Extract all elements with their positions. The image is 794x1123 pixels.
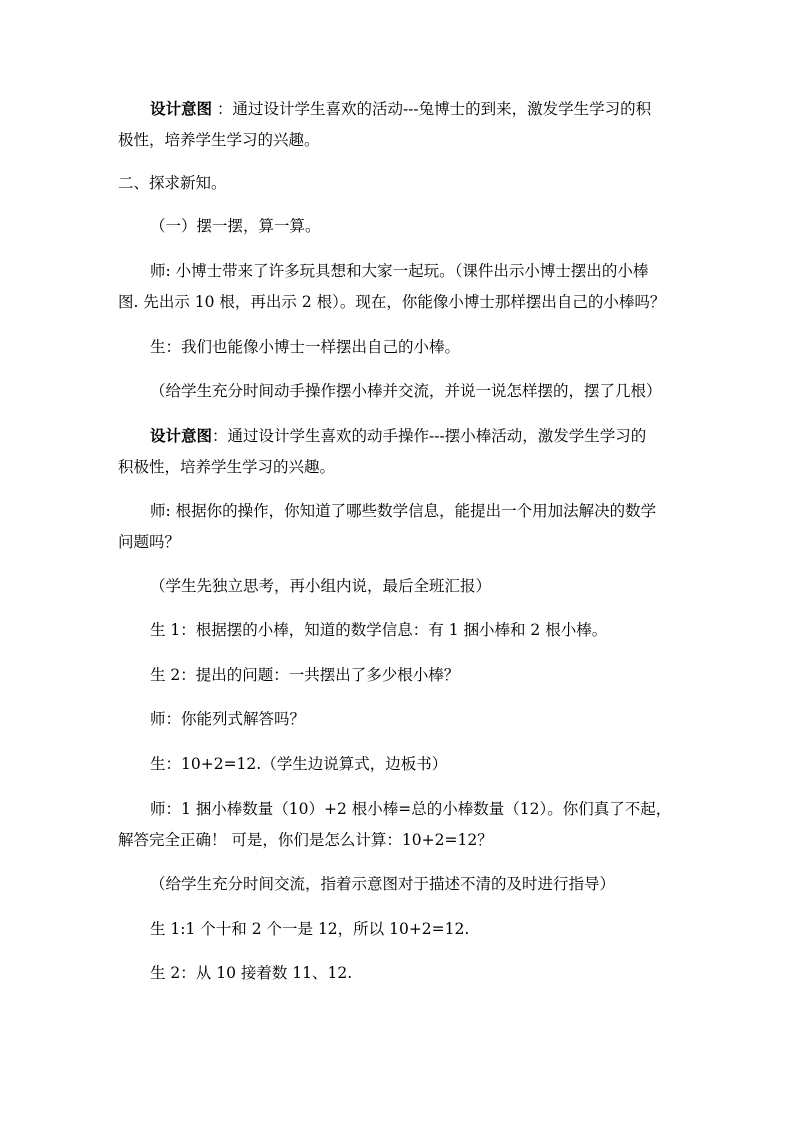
student-paragraph-5 — [118, 914, 678, 945]
teacher-paragraph-3 — [118, 704, 678, 735]
design-intent-paragraph-1 — [118, 93, 678, 156]
subsection-heading-text: （一）摆一摆，算一算。 — [150, 217, 321, 235]
instruction-note-3 — [118, 869, 678, 900]
paragraph-line: 生 2：从 10 接着数 11、12. — [150, 964, 353, 982]
student-paragraph-4 — [118, 749, 678, 780]
design-intent-label: 设计意图 — [150, 426, 213, 445]
section-heading-text: 二、探求新知。 — [118, 174, 227, 192]
paragraph-line: 问题吗？ — [118, 533, 181, 551]
student-paragraph-1 — [118, 332, 678, 363]
subsection-heading — [118, 211, 678, 242]
paragraph-line: 图. 先出示 10 根，再出示 2 根）。现在，你能像小博士那样摆出自己的小棒吗？ — [118, 293, 666, 311]
paragraph-line: 师: 根据你的操作，你知道了哪些数学信息，能提出一个用加法解决的数学 — [150, 502, 657, 520]
paragraph-line: （学生先独立思考，再小组内说，最后全班汇报） — [150, 577, 492, 595]
student-paragraph-2 — [118, 615, 678, 646]
student-paragraph-3 — [118, 660, 678, 691]
paragraph-line: 生 1：根据摆的小棒，知道的数学信息：有 1 捆小棒和 2 根小棒。 — [150, 621, 608, 639]
paragraph-line: 生 1:1 个十和 2 个一是 12，所以 10+2=12. — [150, 920, 470, 938]
paragraph-line: 师: 小博士带来了许多玩具想和大家一起玩。（课件出示小博士摆出的小棒 — [150, 262, 649, 280]
instruction-note-1 — [118, 376, 678, 407]
paragraph-line: 解答完全正确！ 可是，你们是怎么计算：10+2=12？ — [118, 831, 493, 849]
student-paragraph-6 — [118, 958, 678, 989]
design-intent-paragraph-2 — [118, 420, 678, 483]
instruction-note-2 — [118, 571, 678, 602]
paragraph-line: 积极性，培养学生学习的兴趣。 — [118, 458, 336, 476]
design-intent-label: 设计意图 — [150, 99, 213, 118]
paragraph-text: ：通过设计学生喜欢的动手操作---摆小棒活动，激发学生学习的 — [212, 427, 647, 445]
paragraph-line: 极性，培养学生学习的兴趣。 — [118, 131, 320, 149]
paragraph-line: （给学生充分时间交流，指着示意图对于描述不清的及时进行指导） — [150, 875, 616, 893]
paragraph-line: 生 2：提出的问题：一共摆出了多少根小棒？ — [150, 666, 460, 684]
paragraph-line: 生：我们也能像小博士一样摆出自己的小棒。 — [150, 338, 461, 356]
paragraph-line — [150, 93, 678, 125]
teacher-paragraph-4 — [118, 794, 678, 856]
paragraph-line: 师：你能列式解答吗？ — [150, 710, 306, 728]
paragraph-line — [150, 420, 678, 452]
paragraph-line: （给学生充分时间动手操作摆小棒并交流，并说一说怎样摆的，摆了几根） — [150, 382, 662, 400]
paragraph-text: ：通过设计学生喜欢的活动---兔博士的到来，激发学生学习的积 — [212, 100, 652, 118]
teacher-paragraph-2 — [118, 496, 678, 558]
paragraph-line: 师：1 捆小棒数量（10）+2 根小棒=总的小棒数量（12）。你们真了不起， — [150, 800, 672, 818]
teacher-paragraph-1 — [118, 256, 678, 318]
section-heading — [118, 168, 678, 199]
paragraph-line: 生：10+2=12.（学生边说算式，边板书） — [150, 755, 448, 773]
